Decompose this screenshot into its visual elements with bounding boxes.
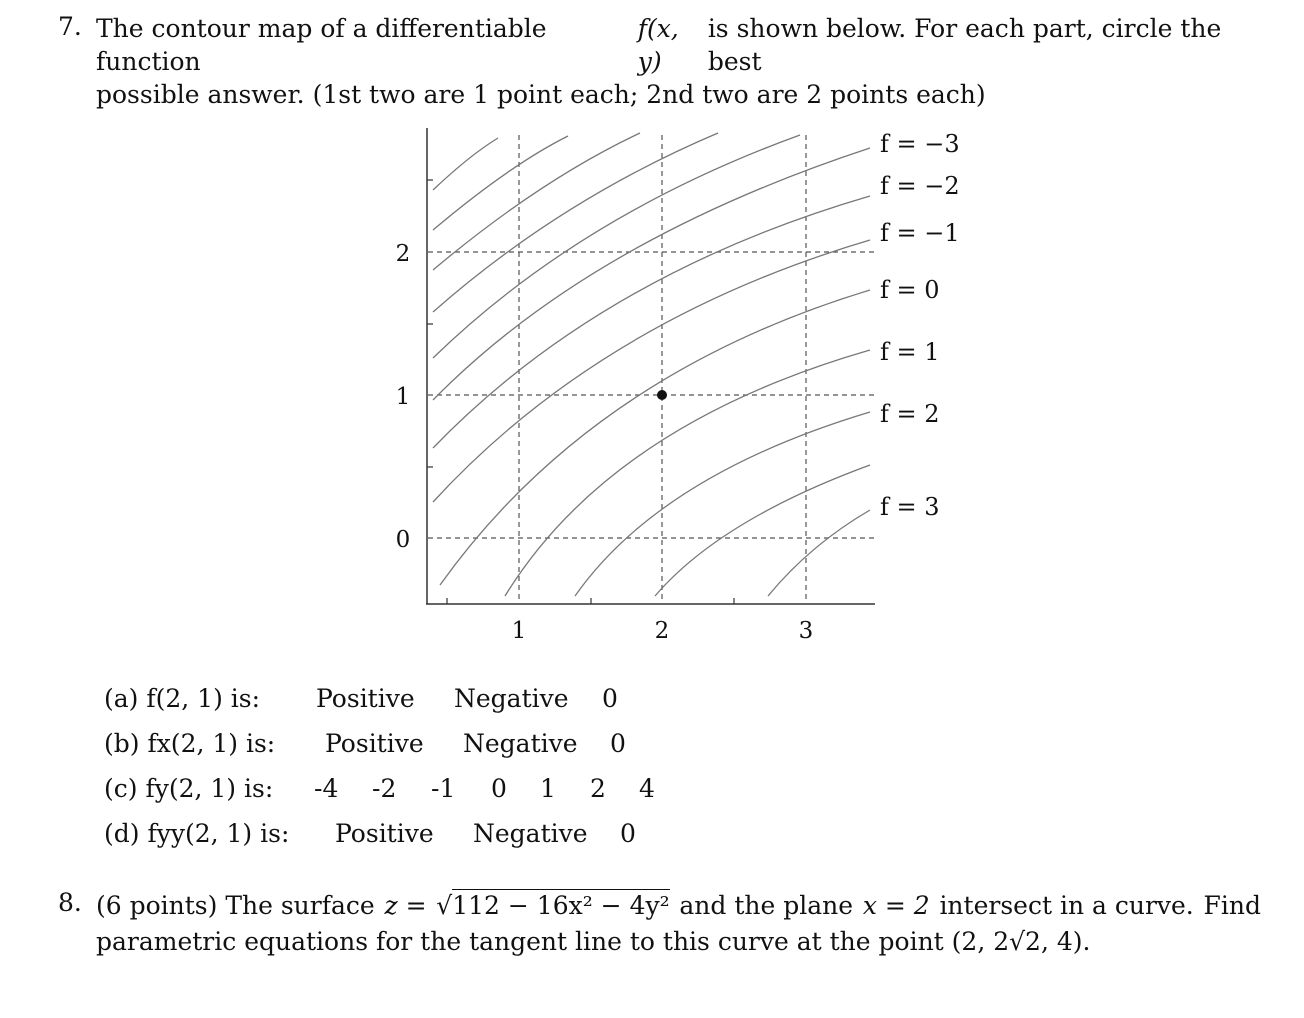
option-value[interactable]: -1 <box>431 774 456 803</box>
minor-ticks <box>427 180 734 604</box>
q8-text-mid: and the plane <box>679 891 854 920</box>
contour-curve <box>575 412 870 596</box>
axes <box>426 128 875 604</box>
option-value[interactable]: -2 <box>372 774 397 803</box>
contour-label: f = 3 <box>880 493 940 521</box>
contour-curve <box>433 135 800 358</box>
q7-function: f(x, y) <box>637 14 679 76</box>
option-value[interactable]: 4 <box>639 774 655 803</box>
contour-curve <box>433 196 870 448</box>
contour-curve <box>433 138 498 190</box>
contour-label: f = 2 <box>880 400 940 428</box>
q8-eq-x: x = 2 <box>862 891 930 920</box>
question-7-line2: possible answer. (1st two are 1 point each; 2nd two are 2 points each) <box>96 80 986 109</box>
option-negative[interactable]: Negative <box>463 729 578 758</box>
option-positive[interactable]: Positive <box>316 684 415 713</box>
contour-label: f = −3 <box>880 130 960 158</box>
option-zero[interactable]: 0 <box>610 729 626 758</box>
part-d-label: (d) fyy(2, 1) is: <box>104 819 290 848</box>
option-negative[interactable]: Negative <box>454 684 569 713</box>
question-8-text <box>96 888 1261 960</box>
q8-eq-z: z = <box>384 891 427 920</box>
contour-curve <box>505 350 870 596</box>
q8-line2-text: parametric equations for the tangent line to this curve at the point <box>96 927 944 956</box>
contour-curve <box>433 148 870 400</box>
q8-sqrt-expr: 112 − 16x² − 4y² <box>452 891 670 920</box>
contour-curve <box>433 136 568 230</box>
contour-curve <box>768 510 870 596</box>
question-7-number: 7. <box>58 12 82 41</box>
x-tick-label: 3 <box>798 618 814 644</box>
question-8-number: 8. <box>58 888 82 917</box>
option-positive[interactable]: Positive <box>325 729 424 758</box>
y-tick-label: 2 <box>395 241 411 267</box>
question-8-line1 <box>96 888 1261 924</box>
option-zero[interactable]: 0 <box>620 819 636 848</box>
grid-lines <box>428 135 875 602</box>
q8-points: (6 points) The surface <box>96 891 375 920</box>
part-c-label: (c) fy(2, 1) is: <box>104 774 274 803</box>
option-positive[interactable]: Positive <box>335 819 434 848</box>
q8-text-end: intersect in a curve. <box>939 891 1194 920</box>
marked-point <box>657 390 667 400</box>
contour-label: f = −2 <box>880 172 960 200</box>
q7-text-b: is shown below. For each part, circle the best <box>707 14 1222 76</box>
contour-label: f = 0 <box>880 276 940 304</box>
option-value[interactable]: -4 <box>314 774 339 803</box>
question-8-line2 <box>96 927 1090 956</box>
y-tick-label: 1 <box>395 384 411 410</box>
q8-find: Find <box>1203 891 1261 920</box>
option-value[interactable]: 1 <box>540 774 556 803</box>
q8-sqrt-group: √112 − 16x² − 4y² <box>436 891 670 920</box>
y-tick-label: 0 <box>395 527 411 553</box>
x-tick-label: 1 <box>511 618 527 644</box>
q8-point: (2, 2√2, 4). <box>951 927 1091 956</box>
contour-label: f = −1 <box>880 219 960 247</box>
option-value[interactable]: 2 <box>590 774 606 803</box>
contour-curves <box>433 133 870 596</box>
option-negative[interactable]: Negative <box>473 819 588 848</box>
part-b-label: (b) fx(2, 1) is: <box>104 729 276 758</box>
x-tick-label: 2 <box>654 618 670 644</box>
option-value[interactable]: 0 <box>491 774 507 803</box>
option-zero[interactable]: 0 <box>602 684 618 713</box>
contour-label: f = 1 <box>880 338 940 366</box>
q7-text-a: The contour map of a differentiable function <box>96 14 547 76</box>
part-a-label: (a) f(2, 1) is: <box>104 684 261 713</box>
